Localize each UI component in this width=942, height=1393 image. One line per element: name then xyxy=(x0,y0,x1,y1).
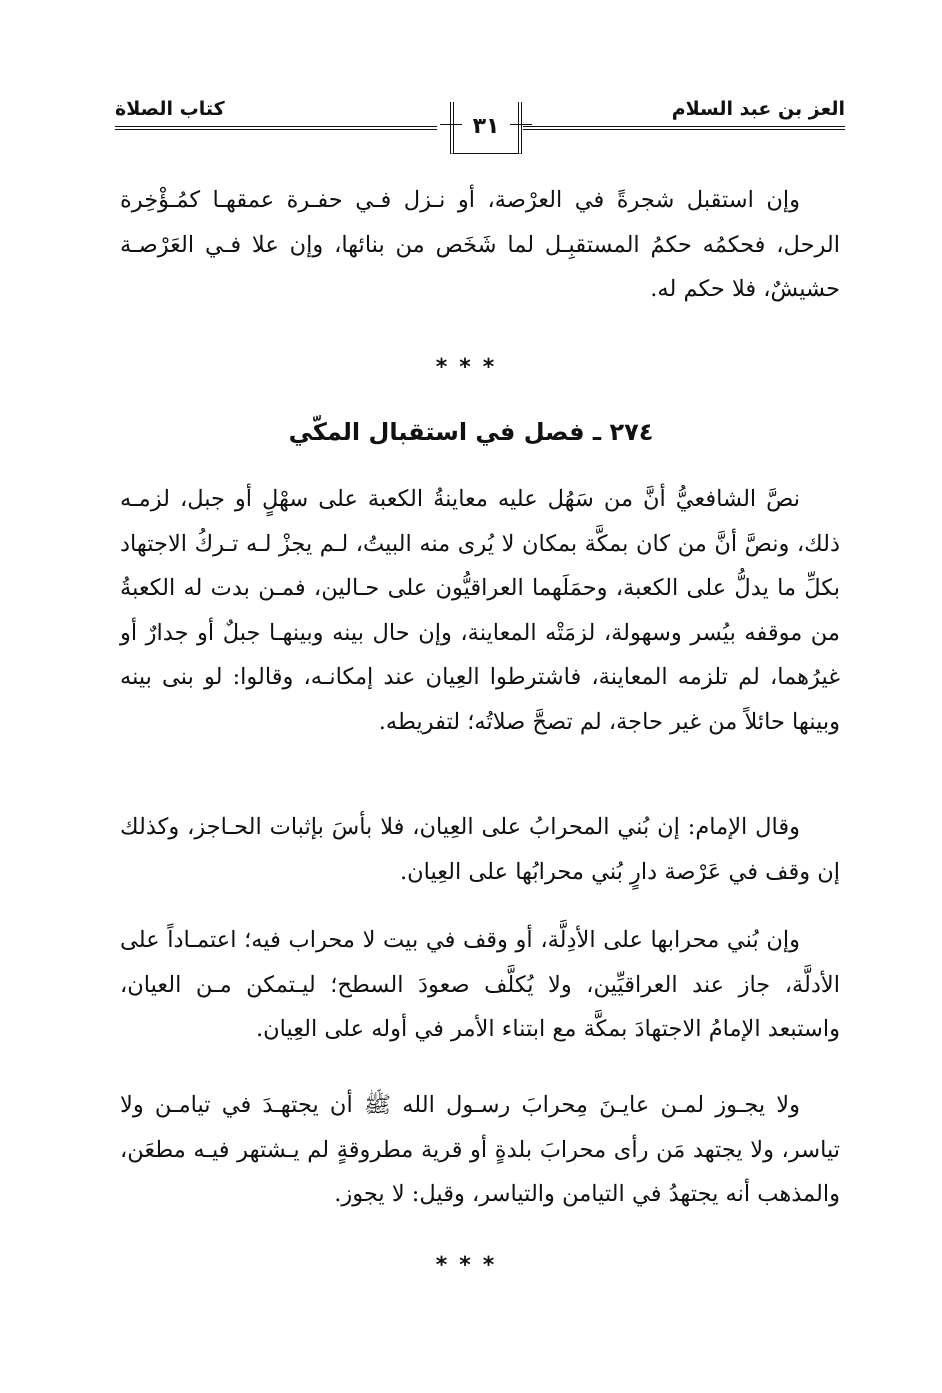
page-header xyxy=(115,92,845,162)
section-separator-stars: *** xyxy=(435,355,507,380)
paragraph-2 xyxy=(120,477,840,744)
header-book-title: كتاب الصلاة xyxy=(115,98,225,120)
section-heading: ٢٧٤ ـ فصل في استقبال المكّي xyxy=(288,418,654,446)
header-rule-right xyxy=(523,126,845,130)
page-number-frame xyxy=(450,102,522,154)
paragraph-4 xyxy=(120,918,840,1052)
page-number: ٣١ xyxy=(462,114,510,139)
paragraph-5 xyxy=(120,1083,840,1217)
end-separator-stars: *** xyxy=(435,1253,507,1278)
paragraph-4-text: وإن بُني محرابها على الأدِلَّة، أو وقف في بيت لا محراب فيه؛ اعتمـاداً على الأدلَّة، جاز عند العراقيِّين، ولا يُكلَّف صعودَ السطح؛ ليـتمكن مـن العيان، واستبعد الإمامُ الاجتهادَ بمكَّة مع ابتناء الأمر في أوله على العِيان. xyxy=(120,927,840,1042)
header-rule-left xyxy=(115,126,437,130)
paragraph-1 xyxy=(120,178,840,312)
paragraph-2-text: نصَّ الشافعيُّ أنَّ من سَهُل عليه معاينةُ الكعبة على سهْلٍ أو جبل، لزمـه ذلك، ونصَّ أنَّ من كان بمكَّة بمكان لا يُرى منه البيتُ، لـم يجزْ لـه تـركُ الاجتهاد بكلِّ ما يدلُّ على الكعبة، وحمَلَهما العراقيُّون على حـالين، فمـن بدت له الكعبةُ من موقفه بيُسر وسهولة، لزمَتْه المعاينة، وإن حال بينه وبينهـا جبلٌ أو جدارٌ أو غيرُهما، لم تلزمه المعاينة، فاشترطوا العِيان عند إمكانـه، وقالوا: لو بنى بينه وبينها حائلاً من غير حاجة، لم تصحَّ صلاتُه؛ لتفريطه. xyxy=(120,486,840,735)
paragraph-3-text: وقال الإمام: إن بُني المحرابُ على العِيان، فلا بأسَ بإثبات الحـاجز، وكذلك إن وقف في عَرْصة دارٍ بُني محرابُها على العِيان. xyxy=(120,814,840,885)
header-author: العز بن عبد السلام xyxy=(671,98,845,120)
paragraph-1-text: وإن استقبل شجرةً في العرْصة، أو نـزل فـي حفـرة عمقهـا كمُـؤْخِرة الرحل، فحكمُه حكمُ المستقبِـل لما شَخَص من بنائها، وإن علا فـي العَرْصـة حشيشٌ، فلا حكم له. xyxy=(120,187,840,302)
paragraph-5-text: ولا يجـوز لمـن عايـنَ مِحرابَ رسـول الله ﷺ أن يجتهـدَ في تيامـن ولا تياسر، ولا يجتهد مَن رأى محرابَ بلدةٍ أو قرية مطروقةٍ لم يـشتهر فيـه مطعَن، والمذهب أنه يجتهدُ في التيامن والتياسر، وقيل: لا يجوز. xyxy=(120,1092,840,1207)
paragraph-3 xyxy=(120,805,840,894)
